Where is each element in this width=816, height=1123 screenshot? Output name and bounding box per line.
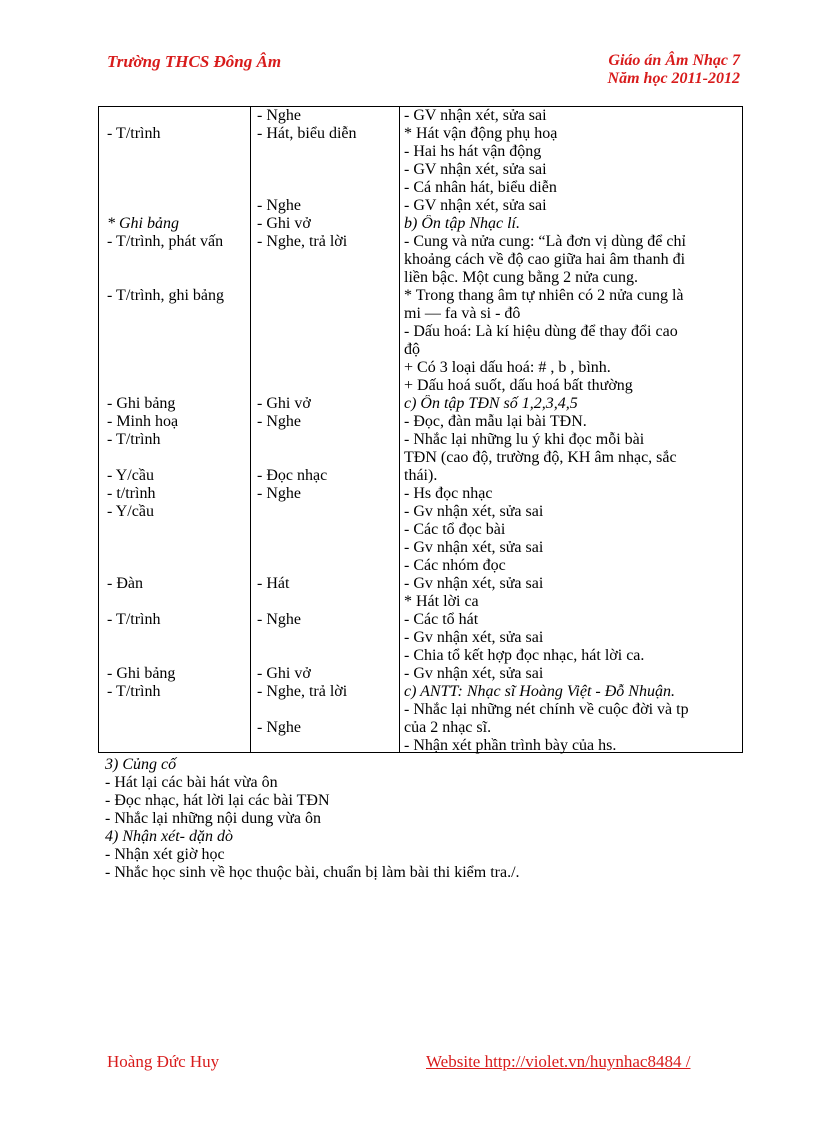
table-line: - Ghi bảng (107, 395, 176, 412)
column-divider (399, 107, 400, 752)
table-line: - Các nhóm đọc (404, 557, 506, 574)
header-subject: Giáo án Âm Nhạc 7 (608, 52, 740, 69)
table-line: - Nhắc lại những nét chính về cuộc đời và tp (404, 701, 689, 718)
table-line (107, 143, 247, 161)
table-line (107, 449, 247, 467)
table-line: - GV nhận xét, sửa sai (404, 107, 547, 124)
table-line: - Nghe (257, 611, 301, 628)
table-line: - Nghe, trả lời (257, 233, 348, 250)
table-line: - Nghe (257, 197, 301, 214)
table-line (107, 251, 247, 269)
table-line: - Dấu hoá: Là kí hiệu dùng để thay đổi cao (404, 323, 678, 340)
table-line: - Ghi vở (257, 665, 311, 682)
conclusion-line: - Đọc nhạc, hát lời lại các bài TĐN (105, 792, 330, 809)
table-line (257, 143, 397, 161)
table-line: * Trong thang âm tự nhiên có 2 nửa cung là (404, 287, 684, 304)
table-line (257, 593, 397, 611)
table-line (107, 377, 247, 395)
header-school-year: Năm học 2011-2012 (607, 70, 740, 87)
table-line: - GV nhận xét, sửa sai (404, 161, 547, 178)
table-line: - Gv nhận xét, sửa sai (404, 575, 544, 592)
table-line: - Các tổ hát (404, 611, 479, 628)
table-line: - Y/cầu (107, 467, 154, 484)
table-line: mi — fa và si - đô (404, 305, 521, 322)
table-line: - Nghe (257, 485, 301, 502)
table-line (257, 647, 397, 665)
table-line: - Gv nhận xét, sửa sai (404, 539, 544, 556)
table-line (107, 197, 247, 215)
table-line (257, 557, 397, 575)
table-line (107, 359, 247, 377)
table-line (107, 179, 247, 197)
table-line (107, 305, 247, 323)
table-line: - Ghi vở (257, 395, 311, 412)
conclusion-line: 3) Củng cố (105, 756, 177, 773)
table-line (257, 449, 397, 467)
table-line (107, 539, 247, 557)
table-line: - Gv nhận xét, sửa sai (404, 503, 544, 520)
table-line: * Hát vận động phụ hoạ (404, 125, 558, 142)
conclusion-line: - Hát lại các bài hát vừa ôn (105, 774, 278, 791)
table-line: - Hs đọc nhạc (404, 485, 493, 502)
lesson-conclusion (105, 756, 745, 882)
table-line: - Đọc, đàn mẫu lại bài TĐN. (404, 413, 587, 430)
table-line (257, 503, 397, 521)
table-line: - Nghe, trả lời (257, 683, 348, 700)
table-line: - t/trình (107, 485, 156, 502)
table-line: - Cung và nửa cung: “Là đơn vị dùng để chỉ (404, 233, 686, 250)
table-line: - Gv nhận xét, sửa sai (404, 629, 544, 646)
table-line: b) Ôn tập Nhạc lí. (404, 215, 520, 232)
table-line: - T/trình (107, 431, 161, 448)
table-line: - Chia tổ kết hợp đọc nhạc, hát lời ca. (404, 647, 645, 664)
column-divider (250, 107, 251, 752)
table-line (107, 593, 247, 611)
table-line: - Y/cầu (107, 503, 154, 520)
table-line: - Đọc nhạc (257, 467, 328, 484)
table-line: + Có 3 loại dấu hoá: # , b , bình. (404, 359, 611, 376)
lesson-table (98, 106, 743, 753)
table-line (257, 323, 397, 341)
table-line (257, 359, 397, 377)
table-line: - Nghe (257, 107, 301, 124)
table-line: - Các tổ đọc bài (404, 521, 506, 538)
table-line (257, 629, 397, 647)
table-line (257, 431, 397, 449)
table-line: - Nghe (257, 719, 301, 736)
table-line (107, 107, 247, 125)
conclusion-line: 4) Nhận xét- dặn dò (105, 828, 233, 845)
table-line (257, 521, 397, 539)
table-line (107, 269, 247, 287)
table-line: - Ghi bảng (107, 665, 176, 682)
table-line: c) ANTT: Nhạc sĩ Hoàng Việt - Đỗ Nhuận. (404, 683, 675, 700)
table-line: - Ghi vở (257, 215, 311, 232)
table-line: - T/trình (107, 611, 161, 628)
table-line: - Hát (257, 575, 290, 592)
table-line (107, 647, 247, 665)
footer-author: Hoàng Đức Huy (107, 1052, 220, 1071)
table-line (107, 629, 247, 647)
table-line (257, 341, 397, 359)
table-line: - T/trình, phát vấn (107, 233, 224, 250)
table-line (257, 305, 397, 323)
table-line: - Cá nhân hát, biểu diễn (404, 179, 557, 196)
table-line: - Nghe (257, 413, 301, 430)
table-line (107, 737, 247, 755)
table-line: - Nhận xét phần trình bày của hs. (404, 737, 617, 754)
content-column (404, 107, 738, 755)
table-line (107, 323, 247, 341)
table-line (257, 269, 397, 287)
table-line: của 2 nhạc sĩ. (404, 719, 492, 736)
table-line: - Gv nhận xét, sửa sai (404, 665, 544, 682)
student-activity-column (257, 107, 397, 755)
table-line (257, 251, 397, 269)
table-line (257, 179, 397, 197)
table-line (107, 161, 247, 179)
table-line: - GV nhận xét, sửa sai (404, 197, 547, 214)
table-line (257, 287, 397, 305)
table-line (257, 737, 397, 755)
header-right (608, 52, 740, 88)
table-line: + Dấu hoá suốt, dấu hoá bất thường (404, 377, 633, 394)
table-line: độ (404, 341, 420, 358)
conclusion-line: - Nhận xét giờ học (105, 846, 225, 863)
table-line: * Ghi bảng (107, 215, 179, 232)
table-line: c) Ôn tập TĐN số 1,2,3,4,5 (404, 395, 578, 412)
footer-website-link[interactable]: Website http://violet.vn/huynhac8484 / (426, 1052, 691, 1071)
conclusion-line: - Nhắc học sinh về học thuộc bài, chuẩn bị làm bài thi kiểm tra./. (105, 864, 520, 881)
conclusion-line: - Nhắc lại những nội dung vừa ôn (105, 810, 321, 827)
table-line: - T/trình, ghi bảng (107, 287, 225, 304)
teacher-activity-column (107, 107, 247, 755)
table-line (107, 521, 247, 539)
table-line (107, 719, 247, 737)
table-line (257, 161, 397, 179)
table-line: liền bậc. Một cung bằng 2 nửa cung. (404, 269, 638, 286)
table-line (257, 539, 397, 557)
table-line: - Hai hs hát vận động (404, 143, 542, 160)
table-line: - Nhắc lại những lu ý khi đọc mỗi bài (404, 431, 645, 448)
table-line: khoảng cách về độ cao giữa hai âm thanh đi (404, 251, 686, 268)
table-line: - T/trình (107, 125, 161, 142)
table-line (257, 377, 397, 395)
table-line: TĐN (cao độ, trường độ, KH âm nhạc, sắc (404, 449, 677, 466)
table-line (107, 341, 247, 359)
table-line: - T/trình (107, 683, 161, 700)
table-line: thái). (404, 467, 438, 484)
table-line: * Hát lời ca (404, 593, 479, 610)
table-line (107, 557, 247, 575)
table-line (107, 701, 247, 719)
table-line: - Hát, biểu diễn (257, 125, 357, 142)
table-line: - Đàn (107, 575, 143, 592)
table-line (257, 701, 397, 719)
table-line: - Minh hoạ (107, 413, 179, 430)
header-school: Trường THCS Đông Âm (107, 52, 282, 71)
